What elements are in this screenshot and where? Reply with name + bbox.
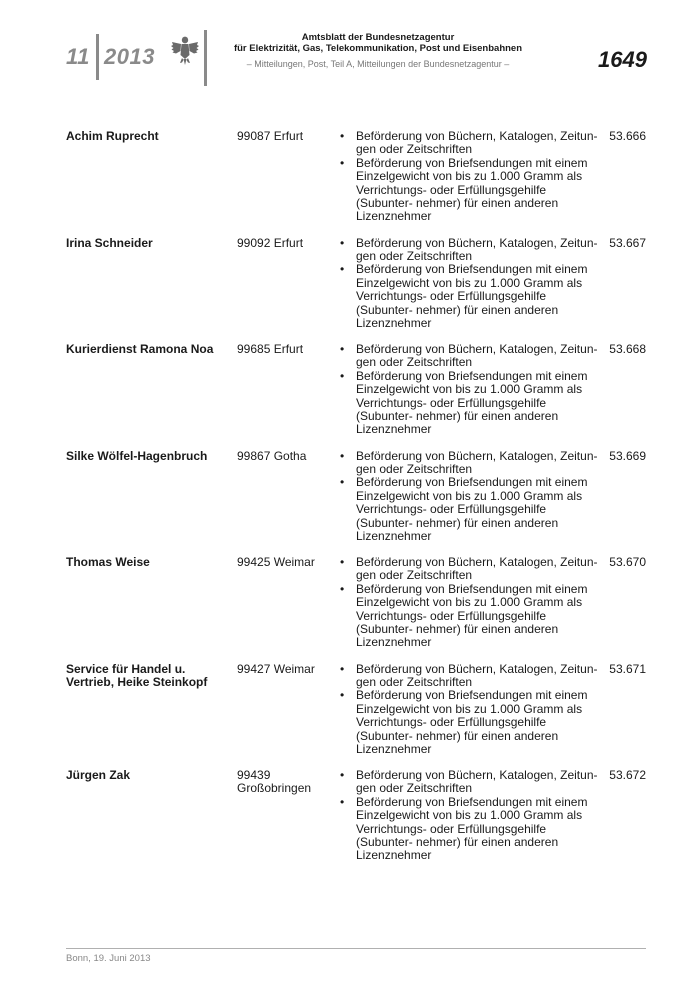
service-item: • Beförderung von Büchern, Katalogen, Zeitun- gen oder Zeitschriften	[338, 556, 606, 583]
service-item: • Beförderung von Briefsendungen mit einem Einzelgewicht von bis zu 1.000 Gramm als Verrichtungs- oder Erfüllungsgehilfe (Subunter- nehmer) für einen anderen Lizenznehmer	[338, 263, 606, 330]
issue-separator	[96, 34, 99, 80]
licensee-place: 99427 Weimar	[237, 661, 315, 676]
footer-date: Bonn, 19. Juni 2013	[66, 953, 151, 964]
licensee-name: Kurierdienst Ramona Noa	[66, 342, 214, 356]
licensee-name: Thomas Weise	[66, 555, 150, 569]
service-item: • Beförderung von Büchern, Katalogen, Zeitun- gen oder Zeitschriften	[338, 450, 606, 477]
header-divider	[204, 30, 207, 86]
licensee-entry	[66, 450, 646, 557]
federal-eagle-icon	[170, 34, 200, 66]
license-number: 53.668	[609, 342, 646, 356]
service-item: • Beförderung von Briefsendungen mit einem Einzelgewicht von bis zu 1.000 Gramm als Verrichtungs- oder Erfüllungsgehilfe (Subunter- nehmer) für einen anderen Lizenznehmer	[338, 583, 606, 650]
service-item: • Beförderung von Briefsendungen mit einem Einzelgewicht von bis zu 1.000 Gramm als Verrichtungs- oder Erfüllungsgehilfe (Subunter- nehmer) für einen anderen Lizenznehmer	[338, 689, 606, 756]
license-number: 53.669	[609, 448, 646, 463]
license-number: 53.666	[609, 129, 646, 143]
licensee-entry	[66, 237, 646, 344]
publication-subtitle: – Mitteilungen, Post, Teil A, Mitteilungen der Bundesnetzagentur –	[246, 59, 510, 69]
publication-title-line1: Amtsblatt der Bundesnetzagentur	[301, 32, 455, 43]
service-item: • Beförderung von Briefsendungen mit einem Einzelgewicht von bis zu 1.000 Gramm als Verrichtungs- oder Erfüllungsgehilfe (Subunter- nehmer) für einen anderen Lizenznehmer	[338, 796, 606, 863]
page-number: 1649	[598, 47, 647, 72]
license-number: 53.667	[609, 235, 646, 250]
service-list	[338, 556, 606, 650]
service-item: • Beförderung von Büchern, Katalogen, Zeitun- gen oder Zeitschriften	[338, 237, 606, 264]
service-item: • Beförderung von Büchern, Katalogen, Zeitun- gen oder Zeitschriften	[338, 343, 606, 370]
licensee-entry	[66, 343, 646, 450]
service-item: • Beförderung von Briefsendungen mit einem Einzelgewicht von bis zu 1.000 Gramm als Verrichtungs- oder Erfüllungsgehilfe (Subunter- nehmer) für einen anderen Lizenznehmer	[338, 157, 606, 224]
issue-year: 2013	[104, 44, 155, 69]
license-number: 53.672	[609, 768, 646, 782]
licensee-name: Service für Handel u. Vertrieb, Heike Steinkopf	[66, 661, 208, 689]
service-item: • Beförderung von Büchern, Katalogen, Zeitun- gen oder Zeitschriften	[338, 663, 606, 690]
licensee-list	[66, 130, 646, 876]
licensee-place: 99092 Erfurt	[237, 235, 304, 250]
service-item: • Beförderung von Büchern, Katalogen, Zeitun- gen oder Zeitschriften	[338, 130, 606, 157]
licensee-name: Jürgen Zak	[66, 768, 131, 782]
licensee-name: Irina Schneider	[66, 235, 153, 250]
licensee-entry	[66, 130, 646, 237]
licensee-name: Achim Ruprecht	[66, 129, 159, 143]
issue-number: 11	[66, 44, 90, 69]
licensee-place: 99439 Großobringen	[237, 768, 312, 796]
license-number: 53.671	[609, 661, 646, 676]
service-list	[338, 450, 606, 544]
service-list	[338, 237, 606, 331]
licensee-entry	[66, 663, 646, 770]
licensee-place: 99425 Weimar	[237, 555, 315, 569]
license-number: 53.670	[609, 555, 646, 569]
service-item: • Beförderung von Briefsendungen mit einem Einzelgewicht von bis zu 1.000 Gramm als Verrichtungs- oder Erfüllungsgehilfe (Subunter- nehmer) für einen anderen Lizenznehmer	[338, 370, 606, 437]
footer-divider	[66, 948, 646, 949]
licensee-place: 99087 Erfurt	[237, 129, 304, 143]
publication-title	[218, 32, 538, 54]
service-item: • Beförderung von Büchern, Katalogen, Zeitun- gen oder Zeitschriften	[338, 769, 606, 796]
service-list	[338, 343, 606, 437]
service-list	[338, 130, 606, 224]
publication-title-line2: für Elektrizität, Gas, Telekommunikation, Post und Eisenbahnen	[233, 43, 523, 54]
licensee-place: 99685 Erfurt	[237, 342, 304, 356]
licensee-entry	[66, 556, 646, 663]
licensee-place: 99867 Gotha	[237, 448, 307, 463]
service-list	[338, 769, 606, 863]
licensee-entry	[66, 769, 646, 876]
service-list	[338, 663, 606, 757]
service-item: • Beförderung von Briefsendungen mit einem Einzelgewicht von bis zu 1.000 Gramm als Verrichtungs- oder Erfüllungsgehilfe (Subunter- nehmer) für einen anderen Lizenznehmer	[338, 476, 606, 543]
licensee-name: Silke Wölfel-Hagenbruch	[66, 448, 208, 463]
